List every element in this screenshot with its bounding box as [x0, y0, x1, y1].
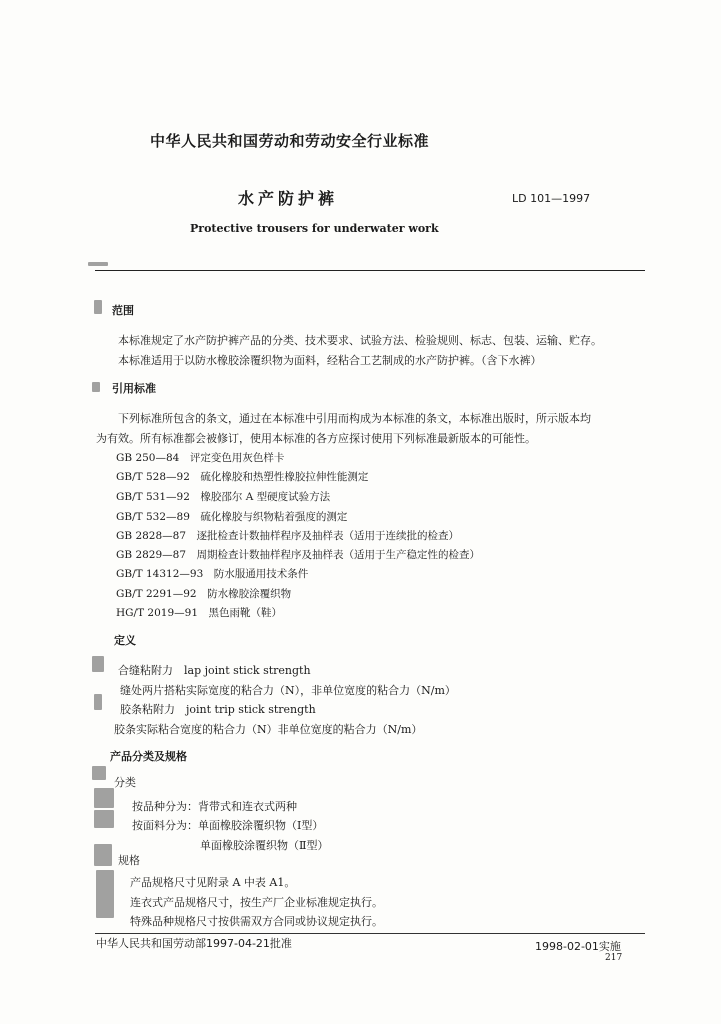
reference-item: GB/T 14312—93 防水服通用技术条件 [116, 568, 309, 580]
reference-item: GB/T 532—89 硫化橡胶与织物粘着强度的测定 [116, 511, 348, 523]
effective-date: 1998-02-01实施 [535, 940, 621, 953]
specification-item-2: 连衣式产品规格尺寸，按生产厂企业标准规定执行。 [130, 896, 383, 909]
references-paragraph-2: 为有效。所有标准都会被修订，使用本标准的各方应探讨使用下列标准最新版本的可能性。 [96, 432, 536, 445]
classification-item-2: 按面料分为：单面橡胶涂覆织物（Ⅰ型） [132, 819, 324, 832]
scan-speck [92, 766, 106, 780]
reference-item: GB 2829—87 周期检查计数抽样程序及抽样表（适用于生产稳定性的检查） [116, 549, 481, 561]
page-number: 217 [605, 953, 623, 963]
header-divider [95, 270, 645, 271]
scan-speck [94, 694, 102, 710]
scope-paragraph-1: 本标准规定了水产防护裤产品的分类、技术要求、试验方法、检验规则、标志、包装、运输、贮存。 [118, 334, 602, 347]
specification-item-3: 特殊品种规格尺寸按供需双方合同或协议规定执行。 [130, 915, 383, 928]
definition-text-1: 缝处两片搭粘实际宽度的粘合力（N），非单位宽度的粘合力（N/m） [120, 684, 456, 697]
standard-title: 中华人民共和国劳动和劳动安全行业标准 [150, 132, 430, 150]
subsection-specifications: 规格 [118, 854, 140, 867]
classification-item-1: 按品种分为：背带式和连衣式两种 [132, 800, 297, 813]
section-heading-references: 引用标准 [112, 382, 156, 395]
scan-speck [94, 300, 102, 314]
scan-speck [92, 656, 104, 672]
scan-speck [94, 844, 112, 866]
classification-item-2b: 单面橡胶涂覆织物（Ⅱ型） [200, 839, 329, 852]
approval-note: 中华人民共和国劳动部1997-04-21批准 [96, 937, 292, 950]
scope-paragraph-2: 本标准适用于以防水橡胶涂覆织物为面料，经粘合工艺制成的水产防护裤。（含下水裤） [118, 354, 542, 367]
scan-speck [92, 382, 100, 392]
scan-speck [96, 870, 114, 918]
section-heading-definitions: 定义 [114, 634, 136, 647]
reference-item: GB 2828—87 逐批检查计数抽样程序及抽样表（适用于连续批的检查） [116, 530, 460, 542]
document-code: LD 101—1997 [512, 192, 591, 205]
specification-item-1: 产品规格尺寸见附录 A 中表 A1。 [130, 876, 296, 889]
scan-speck [94, 788, 114, 808]
subsection-classification: 分类 [114, 776, 136, 789]
reference-item: HG/T 2019—91 黑色雨靴（鞋） [116, 607, 283, 619]
section-heading-classification: 产品分类及规格 [110, 750, 187, 763]
reference-item: GB 250—84 评定变色用灰色样卡 [116, 452, 285, 464]
section-heading-scope: 范围 [112, 304, 134, 317]
definition-term-1: 合缝粘附力 lap joint stick strength [118, 664, 311, 677]
reference-item: GB/T 531—92 橡胶邵尔 A 型硬度试验方法 [116, 491, 331, 503]
scan-speck [88, 262, 108, 266]
document-title: 水产防护裤 [238, 189, 339, 208]
reference-item: GB/T 2291—92 防水橡胶涂覆织物 [116, 588, 292, 600]
document-title-english: Protective trousers for underwater work [190, 222, 439, 235]
reference-item: GB/T 528—92 硫化橡胶和热塑性橡胶拉伸性能测定 [116, 471, 369, 483]
definition-term-2: 胶条粘附力 joint trip stick strength [120, 703, 316, 716]
footer-divider [95, 933, 645, 934]
scan-speck [94, 810, 114, 828]
references-paragraph-1: 下列标准所包含的条文，通过在本标准中引用而构成为本标准的条文，本标准出版时，所示版本均 [118, 412, 591, 425]
definition-text-2: 胶条实际粘合宽度的粘合力（N）非单位宽度的粘合力（N/m） [114, 723, 423, 736]
